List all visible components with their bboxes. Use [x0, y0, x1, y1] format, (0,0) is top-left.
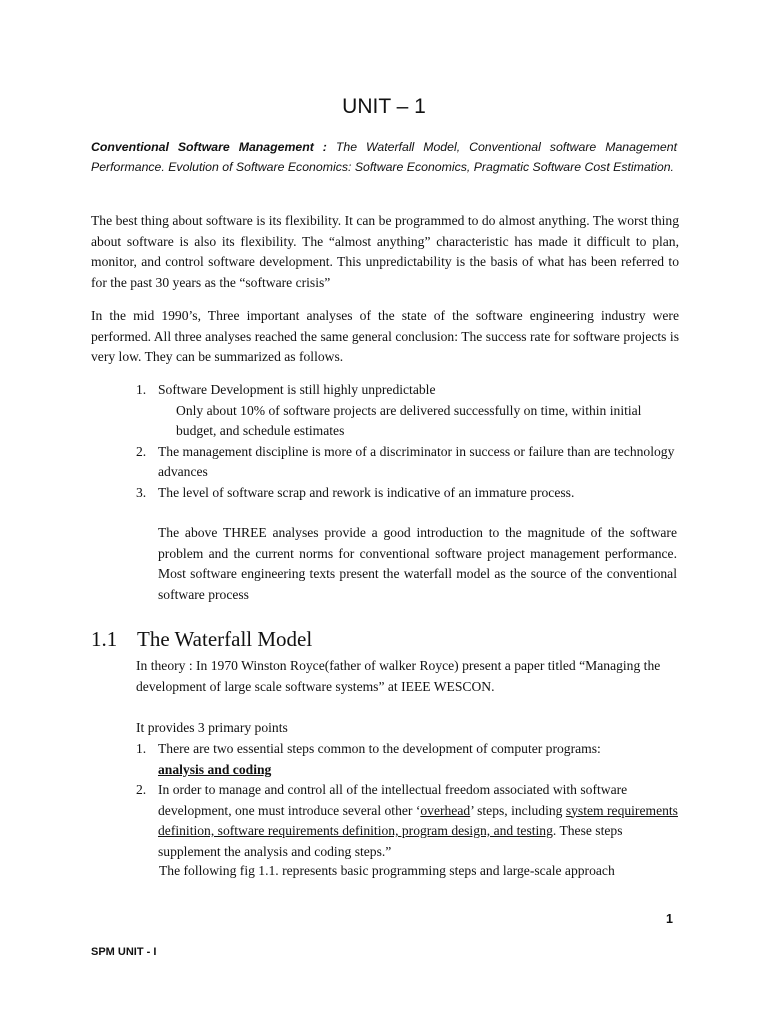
list-item	[91, 442, 679, 483]
unit-title: UNIT – 1	[342, 95, 426, 118]
figure-reference: The following fig 1.1. represents basic programming steps and large-scale approach	[159, 863, 615, 878]
section-number: 1.1	[91, 627, 118, 651]
list-number: 3.	[136, 484, 147, 500]
theory-paragraph: In theory : In 1970 Winston Royce(father of walker Royce) present a paper titled “Managing the development of large scale software systems” at IEEE WESCON.	[136, 658, 661, 694]
list-number: 1.	[136, 741, 147, 756]
overhead-emphasis: overhead	[420, 802, 471, 818]
page-footer: SPM UNIT - I	[91, 946, 157, 958]
list-text: The management discipline is more of a discriminator in success or failure than are technology advances	[158, 443, 675, 479]
steps-emphasis: system requirements definition, software requirements definition, program design, and testing	[158, 802, 678, 838]
list-text: . These steps supplement the analysis and coding steps.”	[158, 823, 623, 859]
analyses-summary: The above THREE analyses provide a good introduction to the magnitude of the software problem and the current norms for conventional software project management performance. Most software engineering texts present the waterfall model as the source of the conventional software process	[158, 525, 677, 602]
list-number: 1.	[136, 382, 147, 397]
paragraph-analyses: In the mid 1990’s, Three important analyses of the state of the software engineering industry were performed. All three analyses reached the same general conclusion: The success rate for software projects is very low. They can be summarized as follows.	[91, 308, 679, 364]
syllabus-rest: The Waterfall Model, Conventional software Management Performance. Evolution of Software Economics: Software Economics, Pragmatic Software Cost Estimation.	[91, 140, 677, 174]
page-number: 1	[666, 912, 673, 926]
paragraph-flexibility: The best thing about software is its flexibility. It can be programmed to do almost anything. The worst thing about software is also its flexibility. The “almost anything” characteristic has made it difficult to plan, monitor, and control software development. This unpredictability is the basis of what has been referred to for the past 30 years as the “software crisis”	[91, 213, 679, 290]
list-item	[91, 739, 681, 780]
list-number: 2.	[136, 782, 147, 797]
list-text: In order to manage and control all of the intellectual freedom associated with software development, one must introduce several other ‘	[158, 782, 628, 818]
list-item	[91, 380, 679, 442]
analysis-coding-emphasis: analysis and coding	[158, 761, 272, 777]
section-title: The Waterfall Model	[137, 627, 313, 651]
list-text: There are two essential steps common to the development of computer programs:	[158, 741, 601, 756]
list-item	[91, 780, 681, 862]
list-number: 2.	[136, 443, 147, 459]
list-subtext: Only about 10% of software projects are delivered successfully on time, within initial budget, and schedule estimates	[176, 402, 642, 438]
syllabus-lead: Conventional Software Management :	[91, 140, 327, 154]
list-text: ’ steps, including	[470, 802, 566, 818]
analyses-list	[91, 380, 679, 503]
primary-points-list	[91, 739, 681, 862]
list-item	[91, 483, 679, 504]
syllabus-topics	[91, 137, 677, 177]
list-text: The level of software scrap and rework is indicative of an immature process.	[158, 484, 575, 500]
provides-line: It provides 3 primary points	[136, 720, 288, 735]
section-heading	[91, 627, 312, 652]
list-text: Software Development is still highly unpredictable	[158, 382, 436, 397]
